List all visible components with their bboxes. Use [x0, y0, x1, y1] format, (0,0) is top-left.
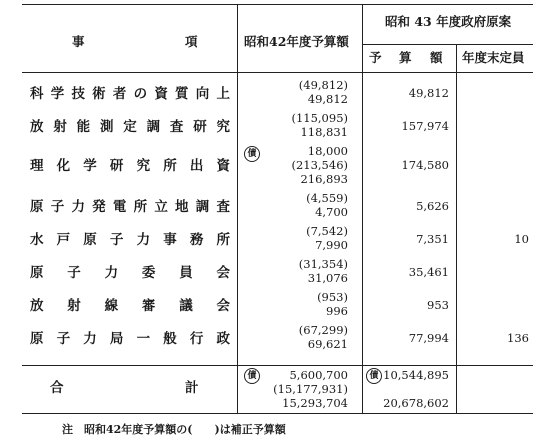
label-char: 子: [67, 265, 81, 281]
label-char: 所: [133, 199, 148, 215]
label-char: 射: [53, 119, 67, 135]
label-char: 資: [154, 86, 168, 102]
row-b43: 953: [427, 298, 449, 312]
row-label: [30, 160, 230, 174]
header-budget-char-3: 額: [430, 50, 443, 65]
label-char: 究: [136, 158, 151, 174]
label-char: 委: [141, 265, 156, 281]
label-char: 学: [50, 86, 65, 102]
total-b43-line1: 10,544,895: [383, 368, 449, 382]
label-char: 者: [112, 86, 127, 102]
label-char: 子: [109, 232, 124, 248]
header-draft-43: 昭和 43 年度政府原案: [385, 14, 512, 29]
row-b42-line3: 216,893: [300, 172, 348, 186]
row-b43: 5,626: [416, 199, 449, 213]
row-b42-line1: (49,812): [298, 78, 348, 92]
row-b42-line2: 996: [326, 304, 348, 318]
header-item-char-1: 事: [72, 34, 85, 49]
column-divider-3: [456, 44, 457, 413]
bond-mark: 債: [366, 368, 382, 384]
row-staff: 136: [507, 331, 529, 345]
header-budget-char-2: 算: [399, 50, 412, 65]
label-char: 審: [141, 298, 156, 314]
label-char: 定: [123, 119, 137, 135]
total-b42-line2: (15,177,931): [273, 382, 348, 396]
row-label: [30, 300, 230, 314]
label-char: 術: [92, 86, 106, 102]
label-char: 査: [169, 119, 184, 135]
label-char: 調: [195, 199, 210, 215]
label-char: 原: [30, 199, 44, 215]
label-char: 電: [112, 199, 127, 215]
header-budget-char-1: 予: [369, 50, 382, 65]
table-bottom-rule: [22, 413, 533, 414]
label-char: 放: [30, 298, 44, 314]
label-char: 究: [216, 119, 230, 135]
label-char: 研: [193, 119, 207, 135]
label-char: 調: [146, 119, 161, 135]
label-char: 資: [216, 158, 230, 174]
label-char: 原: [30, 265, 44, 281]
row-b42-line1: (67,299): [298, 323, 348, 337]
header-staff: 年度末定員: [462, 50, 525, 65]
row-b43: 35,461: [408, 265, 449, 279]
label-char: 子: [50, 199, 65, 215]
label-char: 般: [163, 331, 177, 347]
row-b42-line2: 4,700: [315, 205, 348, 219]
column-divider-2: [362, 4, 363, 413]
label-char: 理: [30, 158, 44, 174]
label-char: 放: [30, 119, 44, 135]
row-b42-line2: 31,076: [307, 271, 348, 285]
label-char: 学: [83, 158, 97, 174]
row-label: [30, 121, 230, 135]
row-label: [30, 333, 230, 347]
label-char: 上: [216, 86, 230, 102]
row-b42-line2: 69,621: [307, 337, 348, 351]
label-char: 子: [56, 331, 71, 347]
label-char: 測: [99, 119, 114, 135]
label-char: 原: [30, 331, 44, 347]
label-char: 水: [30, 232, 44, 248]
row-b42-line2: (213,546): [291, 158, 348, 172]
row-staff: 10: [514, 232, 529, 246]
label-char: 戸: [56, 232, 71, 248]
header-item-char-2: 項: [185, 34, 198, 49]
row-b42-line2: 49,812: [307, 92, 348, 106]
row-b42-line2: 118,831: [300, 125, 348, 139]
label-char: 能: [76, 119, 91, 135]
row-b43: 174,580: [401, 158, 449, 172]
label-char: 政: [216, 331, 230, 347]
row-b42-line1: (115,095): [291, 111, 348, 125]
label-char: 務: [189, 232, 204, 248]
label-char: 質: [175, 86, 189, 102]
label-char: 化: [56, 158, 71, 174]
row-b42-line1: (31,354): [298, 257, 348, 271]
header-sub-rule: [362, 44, 533, 45]
label-char: 科: [30, 86, 44, 102]
row-b42-line1: (953): [317, 290, 348, 304]
total-label-char-2: 計: [185, 380, 199, 396]
label-char: 員: [179, 265, 193, 281]
header-budget-42: 昭和42年度予算額: [244, 34, 349, 49]
label-char: の: [133, 86, 148, 102]
bond-mark: 債: [244, 368, 260, 384]
label-char: 発: [92, 199, 106, 215]
label-char: 局: [109, 331, 124, 347]
label-char: 行: [189, 331, 204, 347]
row-b43: 49,812: [408, 86, 449, 100]
label-char: 所: [163, 158, 177, 174]
table-top-rule: [22, 4, 533, 5]
label-char: 線: [104, 298, 119, 314]
label-char: 出: [189, 158, 204, 174]
row-label: [30, 267, 230, 281]
label-char: 一: [136, 331, 151, 347]
row-b42-line1: 18,000: [307, 144, 348, 158]
row-b42-line1: (4,559): [306, 191, 348, 205]
label-char: 所: [216, 232, 230, 248]
label-char: 研: [109, 158, 124, 174]
footnote: 注 昭和42年度予算額の( )は補正予算額: [62, 423, 286, 436]
total-label-char-1: 合: [50, 380, 64, 396]
label-char: 力: [136, 232, 151, 248]
label-char: 会: [216, 265, 230, 281]
column-divider-1: [237, 4, 238, 413]
row-label: [30, 234, 230, 248]
label-char: 地: [175, 199, 189, 215]
row-b43: 77,994: [408, 331, 449, 345]
label-char: 力: [104, 265, 119, 281]
total-b42-line1: 5,600,700: [289, 368, 348, 382]
row-b43: 157,974: [401, 119, 449, 133]
label-char: 力: [71, 199, 85, 215]
bond-mark: 債: [244, 146, 260, 162]
label-char: 技: [71, 86, 85, 102]
label-char: 原: [83, 232, 97, 248]
row-b43: 7,351: [416, 232, 449, 246]
row-b42-line1: (7,542): [306, 224, 348, 238]
row-b42-line2: 7,990: [315, 238, 348, 252]
row-label: [30, 201, 230, 215]
label-char: 事: [163, 232, 177, 248]
row-label: [30, 88, 230, 102]
label-char: 向: [195, 86, 210, 102]
total-b43-line2: 20,678,602: [383, 396, 449, 410]
label-char: 会: [216, 298, 230, 314]
label-char: 査: [216, 199, 230, 215]
label-char: 射: [67, 298, 81, 314]
label-char: 議: [179, 298, 193, 314]
label-char: 力: [83, 331, 97, 347]
label-char: 立: [154, 199, 168, 215]
total-b42-line3: 15,293,704: [282, 396, 348, 410]
